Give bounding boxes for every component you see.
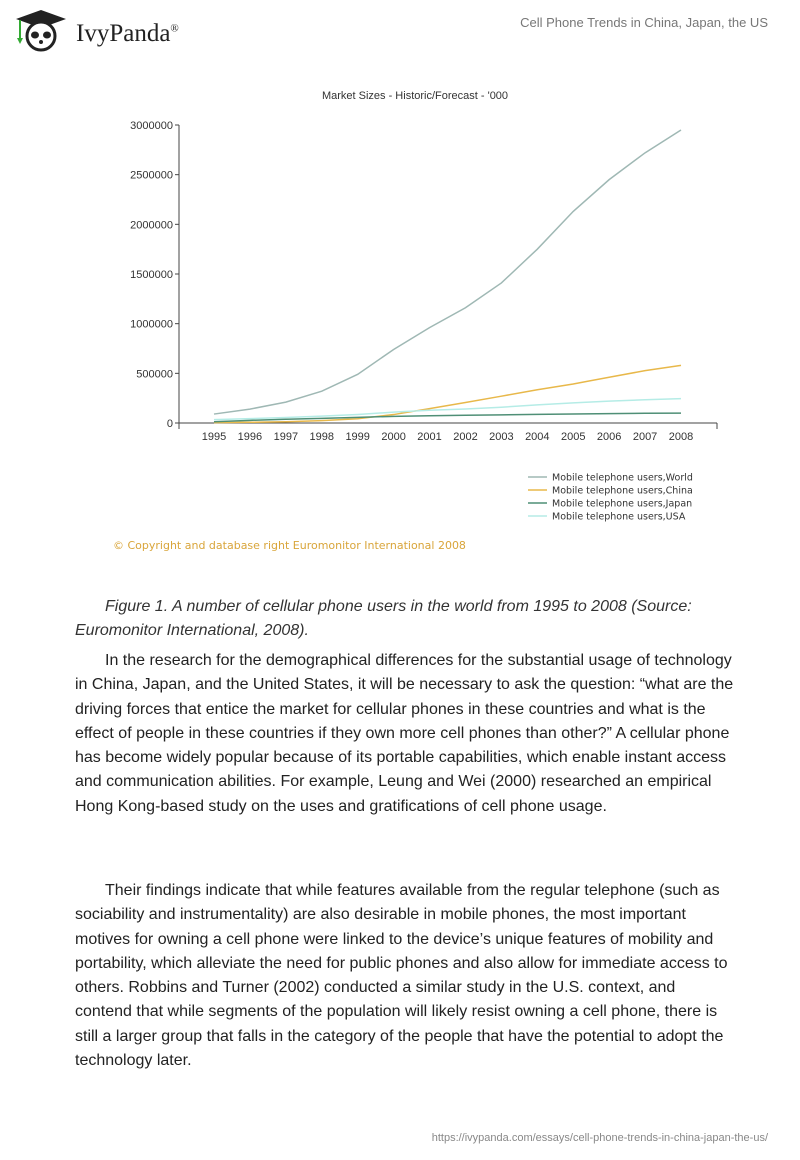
paragraph-1: In the research for the demographical differences for the substantial usage of technology in China, Japan, and the United States, it will be necessary to ask the question: “what are the driving forces that entice the market for cellular phones in these countries and what is the effect of people in these countries if they own more cell phones than other?” A cellular phone has become widely popular because of its portable capabilities, which enable instant access and communication abilities. For example, Leung and Wei (2000) researched an empirical Hong Kong-based study on the uses and gratifications of cell phone usage. — [75, 652, 734, 815]
x-tick-label: 1996 — [237, 431, 263, 443]
y-tick-label: 3000000 — [130, 120, 173, 132]
x-tick-label: 2001 — [417, 431, 442, 443]
x-tick-label: 2000 — [381, 431, 406, 443]
market-size-chart — [100, 80, 720, 530]
chart-copyright: © Copyright and database right Euromonitor International 2008 — [113, 539, 466, 552]
legend-label: Mobile telephone users,China — [552, 485, 693, 497]
x-tick-label: 1997 — [273, 431, 299, 443]
legend-label: Mobile telephone users,World — [552, 472, 693, 484]
y-tick-label: 500000 — [136, 368, 173, 381]
series-line-world — [214, 130, 681, 414]
paragraph-2: Their findings indicate that while features available from the regular telephone (such as sociability and instrumentality) are also desirable in mobile phones, the most important motives for owning a cell phone were linked to the device’s unique features of mobility and portability, which alleviate the need for public phones and also allow for immediate access to others. Robbins and Turner (2002) conducted a similar study in the U.S. context, and contend that while segments of the population will likely resist owning a cell phone, there is still a larger group that falls in the category of the people that have the potential to adopt the technology later. — [75, 882, 728, 1070]
y-tick-label: 2500000 — [130, 169, 173, 182]
y-tick-label: 1000000 — [130, 318, 173, 331]
x-tick-label: 2005 — [560, 431, 586, 443]
document-title: Cell Phone Trends in China, Japan, the US — [520, 15, 768, 30]
x-tick-label: 1999 — [345, 431, 370, 443]
registered-mark: ® — [170, 22, 179, 35]
x-tick-label: 1995 — [201, 431, 227, 443]
footer-url[interactable]: https://ivypanda.com/essays/cell-phone-trends-in-china-japan-the-us/ — [431, 1132, 768, 1144]
x-tick-label: 2007 — [632, 431, 658, 443]
y-tick-label: 2000000 — [130, 219, 173, 232]
x-tick-label: 2006 — [596, 431, 622, 443]
legend-label: Mobile telephone users,USA — [552, 511, 686, 523]
chart-title: Market Sizes - Historic/Forecast - '000 — [321, 90, 509, 102]
x-tick-label: 2003 — [489, 431, 514, 443]
x-tick-label: 2002 — [453, 431, 478, 443]
y-tick-label: 0 — [166, 418, 173, 430]
y-tick-label: 1500000 — [130, 269, 173, 281]
panda-graduate-icon — [12, 8, 70, 52]
x-tick-label: 2004 — [525, 431, 550, 443]
x-tick-label: 1998 — [309, 431, 335, 443]
brand-name: IvyPanda — [76, 20, 171, 47]
x-tick-label: 2008 — [668, 431, 694, 443]
figure-caption: Figure 1. A number of cellular phone users in the world from 1995 to 2008 (Source: Euromonitor International, 2008). — [75, 598, 692, 639]
ivypanda-logo[interactable] — [12, 8, 179, 52]
legend-label: Mobile telephone users,Japan — [552, 498, 693, 510]
